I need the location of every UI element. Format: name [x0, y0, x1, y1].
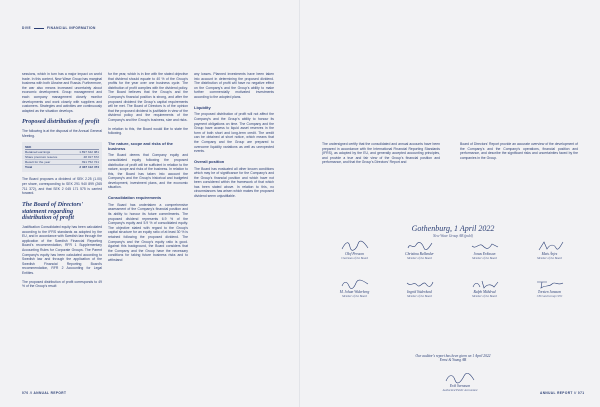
paragraph: The proposed distribution of profit will not affect the Company's and the Group's ability to honour its payment obligations on time. The Company and the Group have access to liquid asset reserves in the form of both short and long-term credit. The credit can be obtained at short notice, which means that the Company and the Group are prepared to overcome liquidity variations as well as unexpected events. [194, 112, 274, 154]
signatory-role: Member of the Board [537, 256, 562, 260]
left-column-1 [22, 72, 102, 293]
signature-scribble [340, 240, 370, 252]
total-value: 2 337 112 474 [79, 165, 99, 170]
signatory-name: M. Johan Widerberg [339, 290, 370, 294]
signature-scribble [470, 278, 500, 290]
audit-note-block [322, 354, 584, 362]
signature-row-2 [322, 276, 582, 298]
row-label: Share premium reserve [25, 155, 58, 160]
signature-scribble [405, 278, 435, 290]
signatory-name: Olof Persson [345, 252, 364, 256]
signatory-name: Jonas Eriksson [473, 252, 496, 256]
paragraph: Justification Consolidated equity has been calculated according to the IFRS standards as adopted by the EU, and in accordance with Swedish law through the application of the Swedish Financial Reporting Board's recommendation, RFR 1 Supplementary Accounting Rules for Corporate Groups. The Parent Company's equity has been calculated according to Swedish law and through the application of the Swedish Financial Reporting Board's recommendation, RFR 2 Accounting for Legal Entities. [22, 225, 102, 276]
right-text-1: The undersigned certify that the consolidated and annual accounts have been prepared in accordance with the International Financial Reporting Standards (IFRS), as adopted by the EU, and generally accepted accounting principles, and provide a true and fair view of the Group's financial position and performance, and that the Group's Directors' Report and [322, 142, 440, 165]
signature-scribble [443, 372, 477, 384]
signature-scribble [470, 240, 500, 252]
total-label: Total [25, 165, 33, 170]
company-name: New Wave Group AB (publ) [433, 234, 473, 238]
signatory-name: Christina Bellander [405, 252, 434, 256]
auditor-role: Authorized Public Accountant [442, 388, 478, 392]
signature [387, 276, 452, 298]
header-dash [34, 28, 44, 29]
heading-board-statement: The Board of Directors' statement regarding distribution of profit [22, 200, 84, 222]
row-value: 391 752 721 [81, 160, 99, 165]
audit-firm: Ernst & Young AB [439, 358, 467, 362]
signature-scribble [535, 278, 565, 290]
signatory-role: Member of the Board [407, 294, 432, 298]
section-header [22, 26, 96, 30]
page-footer-right: ANNUAL REPORT // 071 [540, 391, 585, 395]
signatory-name: Mats Årjes [541, 252, 558, 256]
paragraph: for the year, which is in line with the stated objective that dividend should equate to 40 % of the Group's profits for the year over one business cycle. The distribution of profit complies with the dividend policy. The Board believes that the Group's and the Company's financial position is strong, and after the proposed dividend the Group's capital requirements will be met. The Board of Directors is of the opinion that the proposed dividend is justifiable in view of the dividend policy and the requirements of the Company's and the Group's business, size and risks. [108, 72, 188, 122]
heading-overall-position: Overall position [194, 158, 225, 164]
paragraph: sessions, which in turn has a major impact on world trade. In this context, New Wave Group has marginal business with both Ukraine and Russia. Furthermore, the war also means increased uncertainty about economic development. Group management and each company management closely monitor developments and work closely with suppliers and customers. Strategies and activities are continuously adapted as the situation develops. [22, 72, 102, 113]
place-date: Gothenburg, 1 April 2022 [411, 224, 495, 233]
signatory-role: Member of the Board [407, 256, 432, 260]
signatory-role: CEO and Group CEO [536, 294, 563, 298]
auditor-signature [420, 370, 500, 392]
signatory-name: Ralph Mühlrad [473, 290, 496, 294]
signatory-role: Member of the Board [472, 256, 497, 260]
heading-nature-scope: The nature, scope and risks of the business [108, 140, 173, 151]
signature-header [322, 224, 584, 238]
paragraph: In relation to this, the Board would like to state the following. [108, 126, 188, 136]
row-value: 1 897 342 081 [79, 150, 99, 155]
signature-row-1 [322, 238, 582, 260]
auditor-name: Erik Svensson [449, 384, 471, 388]
paragraph: The Board has evaluated all other known conditions which may be of significance for the Company's and the Group's financial position and which have not been considered within the framework of that which has been stated above. In relation to this, no circumstances has arisen which makes the proposed dividend seem unjustifiable. [194, 166, 274, 199]
left-column-3 [194, 72, 274, 203]
signature [452, 276, 517, 298]
paragraph: The Board has undertaken a comprehensive assessment of the Company's financial position and its ability to honour its future commitments. The proposed dividend represents 6.9 % of the Company's equity and 5.9 % of consolidated equity. The objective stated with regard to the Group's capital structure for an equity ratio of at least 30 % is retained following the proposed dividend. The Company's and the Group's equity ratio is good. Against this background, the Board considers that the Company and the Group have the necessary conditions for taking future business risks and to withstand [108, 202, 188, 262]
heading-liquidity: Liquidity [194, 104, 211, 110]
page-footer-left: 070 // ANNUAL REPORT [22, 391, 67, 395]
signatory-role: Member of the Board [342, 294, 367, 298]
signature [322, 276, 387, 298]
right-page [300, 0, 600, 407]
section-label: DIVE [22, 26, 32, 30]
signature [387, 238, 452, 260]
heading-consolidation: Consolidation requirements [108, 195, 162, 201]
paragraph: The proposed distribution of profit corresponds to 49 % of the Group's result [22, 279, 102, 289]
signature-scribble [340, 278, 370, 290]
paragraph: The Board proposes a dividend of SEK 2.25 (1.00) per share, corresponding to SEK 291 940 899 (265 711 372), and that SEK 2 045 171 575 is carried forward. [22, 177, 102, 196]
signatory-role: Member of the Board [472, 294, 497, 298]
left-column-2 [108, 72, 188, 267]
table-total-row [25, 165, 99, 169]
signature-scribble [535, 240, 565, 252]
section-title: FINANCIAL INFORMATION [47, 26, 96, 30]
right-text-2: Board of Directors' Report provide an accurate overview of the development of the Company's and the Company's operations, financial position and performance, and describe the significant risks and uncertainties faced by the companies in the Group. [460, 142, 578, 160]
signature [322, 238, 387, 260]
signatory-name: Torsten Jansson [537, 290, 562, 294]
signatory-name: Ingrid Söderlund [407, 290, 432, 294]
distribution-table [22, 142, 102, 172]
table-header-label: SEK [25, 145, 32, 150]
heading-proposed-distribution: Proposed distribution of profit [22, 118, 100, 126]
row-label: Result for the year [25, 160, 51, 165]
signature [452, 238, 517, 260]
signature-scribble [405, 240, 435, 252]
signature [517, 276, 582, 298]
signatory-role: Chairman of the Board [341, 256, 368, 260]
paragraph: any losses. Planned investments have been taken into account in determining the proposed dividend. The distribution of profit will have no negative effect on the Company's and the Group's ability to make further commercially motivated investments according to the adopted plans. [194, 72, 274, 99]
row-value: 48 017 672 [83, 155, 99, 160]
paragraph: The following is at the disposal of the Annual General Meeting. [22, 129, 102, 138]
audit-note: Our auditor's report has been given on 1 April 2022 [415, 354, 491, 358]
paragraph: The Board deems that Company equity and consolidated equity following the proposed distribution of profit will be sufficient in relation to the nature, scope and risks of the business. In relation to this, the Board has taken into account the Company's and the Group's historical and budgeted development, investment plans, and the economic situation. [108, 153, 188, 190]
signature [517, 238, 582, 260]
row-label: Retained earnings [25, 150, 51, 155]
